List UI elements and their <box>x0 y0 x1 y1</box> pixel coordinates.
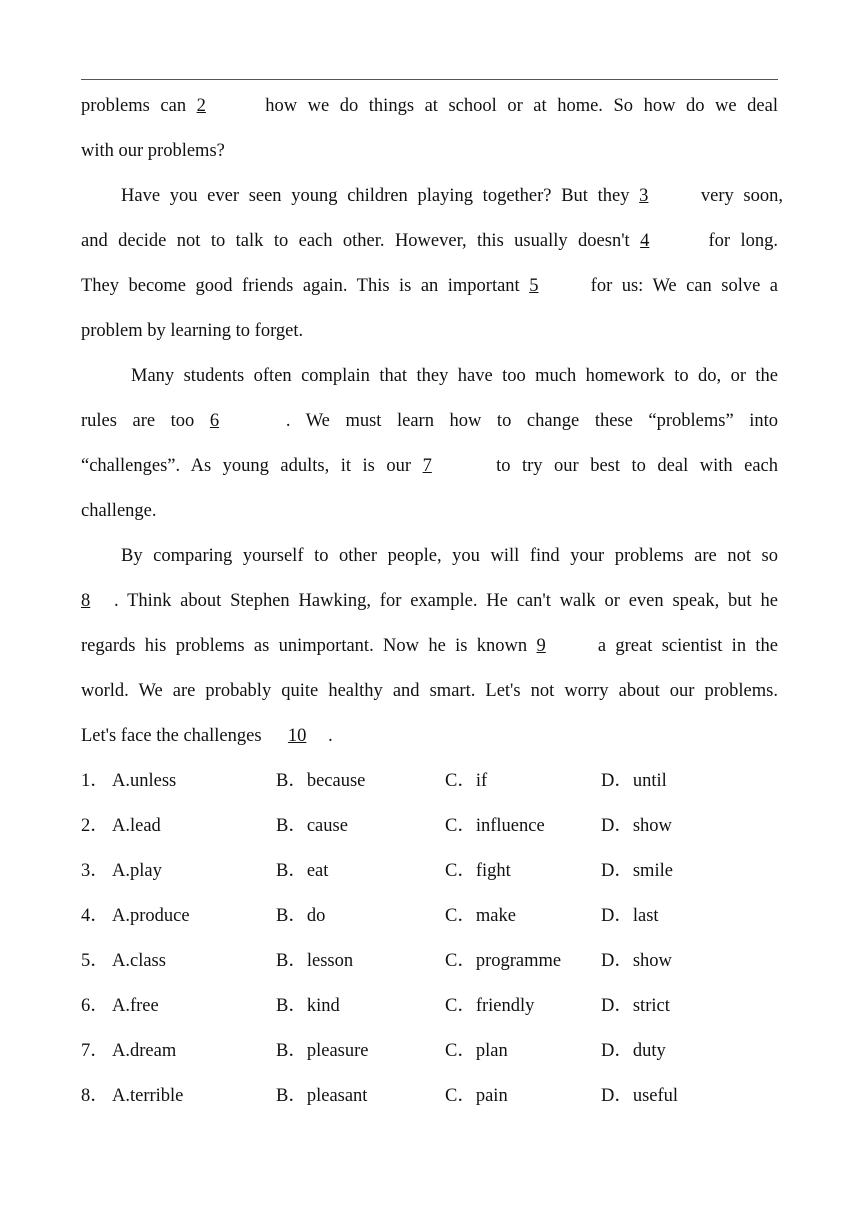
option-c: C．if <box>445 771 488 791</box>
question-number: 4． <box>81 906 109 926</box>
blank-3: 3 <box>639 186 649 206</box>
option-b: B．lesson <box>276 951 354 971</box>
passage-line <box>81 90 778 135</box>
option-b: B．cause <box>276 816 348 836</box>
blank-7: 7 <box>422 456 432 476</box>
option-c: C．make <box>445 906 516 926</box>
header-rule <box>81 79 778 80</box>
option-row <box>81 765 778 810</box>
option-row <box>81 1080 778 1125</box>
text-run: how we do things at school or at home. So how do we deal <box>254 96 778 116</box>
question-number: 2． <box>81 816 109 836</box>
question-number: 1． <box>81 771 109 791</box>
blank-9: 9 <box>536 636 546 656</box>
passage-line <box>81 495 778 540</box>
passage-line <box>81 315 778 360</box>
option-d: D．smile <box>601 861 673 881</box>
blank-6: 6 <box>209 411 220 431</box>
option-row <box>81 855 778 900</box>
passage-line <box>81 225 778 270</box>
passage-line <box>81 135 778 180</box>
text-run: Many students often complain that they have too much homework to do, or the <box>131 366 778 386</box>
text-run: a great scientist in the <box>588 636 779 656</box>
question-number: 7． <box>81 1041 109 1061</box>
option-row <box>81 1035 778 1080</box>
option-row <box>81 990 778 1035</box>
text-run: for long. <box>698 231 778 251</box>
option-b: B．eat <box>276 861 329 881</box>
text-run: regards his problems as unimportant. Now he is known <box>81 636 537 656</box>
option-d: D．duty <box>601 1041 666 1061</box>
text-run: . <box>328 726 333 746</box>
blank-8: 8 <box>81 591 91 611</box>
option-c: C．pain <box>445 1086 508 1106</box>
options-list <box>81 765 778 1125</box>
text-run: world. We are probably quite healthy and smart. Let's not worry about our problems. <box>81 681 778 701</box>
option-d: D．last <box>601 906 659 926</box>
option-d: D．until <box>601 771 667 791</box>
passage-line <box>81 585 778 630</box>
option-a: A.class <box>112 951 166 971</box>
option-row <box>81 900 778 945</box>
text-run: challenge. <box>81 501 157 521</box>
text-run: rules are too <box>81 411 210 431</box>
text-run: They become good friends again. This is an important <box>81 276 530 296</box>
option-c: C．influence <box>445 816 545 836</box>
option-c: C．fight <box>445 861 511 881</box>
text-run: with our problems? <box>81 141 225 161</box>
option-d: D．strict <box>601 996 670 1016</box>
text-run: problem by learning to forget. <box>81 321 304 341</box>
option-a: A.terrible <box>112 1086 184 1106</box>
option-b: B．pleasant <box>276 1086 368 1106</box>
option-a: A.free <box>112 996 159 1016</box>
text-run: and decide not to talk to each other. However, this usually doesn't <box>81 231 641 251</box>
text-run: problems can <box>81 96 197 116</box>
blank-4: 4 <box>640 231 650 251</box>
passage-line <box>81 540 778 585</box>
option-b: B．kind <box>276 996 340 1016</box>
passage <box>81 90 784 1125</box>
option-d: D．useful <box>601 1086 679 1106</box>
question-number: 6． <box>81 996 109 1016</box>
option-c: C．plan <box>445 1041 508 1061</box>
passage-line <box>81 720 778 765</box>
text-run: to try our best to deal with each <box>484 456 778 476</box>
passage-line <box>81 360 778 405</box>
text-run: for us: We can solve a <box>581 276 779 296</box>
text-run: Have you ever seen young children playing together? But they <box>121 186 640 206</box>
option-b: B．because <box>276 771 366 791</box>
passage-line <box>81 270 778 315</box>
option-b: B．pleasure <box>276 1041 369 1061</box>
option-a: A.play <box>112 861 162 881</box>
passage-line <box>81 630 778 675</box>
question-number: 3． <box>81 861 109 881</box>
option-a: A.unless <box>112 771 177 791</box>
option-row <box>81 810 778 855</box>
blank-2: 2 <box>196 96 206 116</box>
blank-10: 10 <box>287 726 307 746</box>
text-run: . We must learn how to change these “problems” into <box>285 411 778 431</box>
text-run: “challenges”. As young adults, it is our <box>81 456 423 476</box>
text-run: very soon, <box>691 186 784 206</box>
passage-line <box>81 180 783 225</box>
question-number: 5． <box>81 951 109 971</box>
option-c: C．friendly <box>445 996 535 1016</box>
option-a: A.dream <box>112 1041 177 1061</box>
option-a: A.produce <box>112 906 190 926</box>
blank-5: 5 <box>529 276 539 296</box>
option-d: D．show <box>601 951 672 971</box>
option-row <box>81 945 778 990</box>
option-a: A.lead <box>112 816 161 836</box>
option-d: D．show <box>601 816 672 836</box>
text-run: By comparing yourself to other people, you will find your problems are not so <box>121 546 778 566</box>
passage-line <box>81 450 778 495</box>
passage-line <box>81 405 778 450</box>
text-run: Let's face the challenges <box>81 726 267 746</box>
passage-line <box>81 675 778 720</box>
option-b: B．do <box>276 906 326 926</box>
text-run: . Think about Stephen Hawking, for example. He can't walk or even speak, but he <box>114 591 778 611</box>
question-number: 8． <box>81 1086 109 1106</box>
option-c: C．programme <box>445 951 562 971</box>
